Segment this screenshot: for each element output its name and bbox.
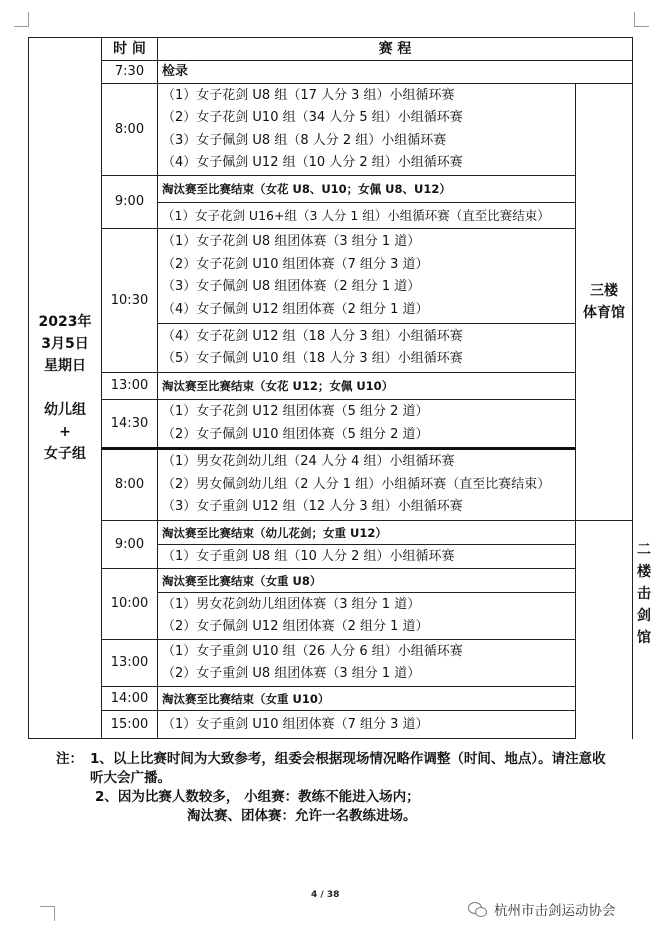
crop-mark-top-right bbox=[634, 12, 649, 27]
event-line: （1）男女花剑幼儿组团体赛（3 组分 1 道） bbox=[162, 596, 421, 612]
table-row bbox=[29, 229, 633, 324]
group-b: 女子组 bbox=[44, 446, 86, 462]
time-cell: 14:00 bbox=[102, 687, 158, 711]
time-cell: 9:00 bbox=[102, 521, 158, 569]
event-line: （4）女子佩剑 U12 组团体赛（2 组分 1 道） bbox=[162, 301, 429, 317]
event-cell: （1）女子重剑 U8 组（10 人分 2 组）小组循环赛 bbox=[158, 545, 576, 569]
event-line: （2）女子花剑 U10 组团体赛（7 组分 3 道） bbox=[162, 256, 429, 272]
table-header-row bbox=[29, 38, 633, 61]
table-row bbox=[29, 569, 633, 593]
day-cell bbox=[29, 38, 102, 739]
table-row bbox=[29, 61, 633, 84]
wechat-account bbox=[468, 899, 616, 919]
group-a: 幼儿组 bbox=[44, 402, 86, 418]
group-plus: + bbox=[59, 424, 71, 440]
page-number: 4 / 38 bbox=[311, 890, 340, 900]
table-row bbox=[29, 711, 633, 739]
event-line: （2）女子佩剑 U10 组团体赛（5 组分 2 道） bbox=[162, 426, 429, 442]
event-line: （1）女子重剑 U10 组（26 人分 6 组）小组循环赛 bbox=[162, 643, 463, 659]
event-line: （3）女子重剑 U12 组（12 人分 3 组）小组循环赛 bbox=[162, 499, 463, 515]
time-cell: 7:30 bbox=[102, 61, 158, 84]
knockout-cell: 淘汰赛至比赛结束（女重 U8） bbox=[158, 569, 576, 593]
table-row bbox=[29, 84, 633, 176]
notes bbox=[56, 750, 616, 826]
header-time: 时 间 bbox=[102, 38, 158, 61]
account-name: 杭州市击剑运动协会 bbox=[494, 903, 616, 919]
event-cell bbox=[158, 84, 576, 176]
table-row bbox=[29, 373, 633, 400]
wechat-icon bbox=[468, 902, 486, 916]
day-year: 2023年 bbox=[38, 314, 92, 330]
note-text-3: 淘汰赛、团体赛：允许一名教练进场。 bbox=[187, 808, 417, 824]
event-cell: （1）女子花剑 U16+组（3 人分 1 组）小组循环赛（直至比赛结束） bbox=[158, 203, 576, 229]
event-cell bbox=[158, 324, 576, 373]
venue-floor: 三楼 bbox=[590, 283, 618, 299]
note-label: 注： bbox=[56, 751, 83, 767]
event-line: （4）女子佩剑 U12 组（10 人分 2 组）小组循环赛 bbox=[162, 155, 463, 170]
table-row bbox=[29, 400, 633, 449]
table-row bbox=[29, 687, 633, 711]
knockout-cell: 淘汰赛至比赛结束（女花 U8、U10；女佩 U8、U12） bbox=[158, 176, 576, 203]
event-line: （2）女子花剑 U10 组（34 人分 5 组）小组循环赛 bbox=[162, 110, 463, 125]
knockout-cell: 淘汰赛至比赛结束（幼儿花剑；女重 U12） bbox=[158, 521, 576, 545]
event-line: （1）女子花剑 U8 组（17 人分 3 组）小组循环赛 bbox=[162, 87, 455, 103]
time-cell: 10:30 bbox=[102, 229, 158, 373]
event-line: （1）女子花剑 U8 组团体赛（3 组分 1 道） bbox=[162, 234, 421, 249]
header-schedule: 赛 程 bbox=[158, 38, 633, 61]
event-line: （3）女子佩剑 U8 组团体赛（2 组分 1 道） bbox=[162, 279, 421, 294]
table-row bbox=[29, 176, 633, 203]
crop-mark-bottom-left bbox=[40, 906, 55, 921]
time-cell: 8:00 bbox=[102, 449, 158, 521]
time-cell: 13:00 bbox=[102, 640, 158, 687]
event-line: （2）女子佩剑 U12 组团体赛（2 组分 1 道） bbox=[162, 619, 429, 634]
note-text-1: 1、以上比赛时间为大致参考，组委会根据现场情况略作调整（时间、地点）。请注意收听大会广播。 bbox=[90, 751, 606, 786]
event-line: （1）男女花剑幼儿组（24 人分 4 组）小组循环赛 bbox=[162, 454, 455, 470]
event-cell bbox=[158, 449, 576, 521]
table-row bbox=[29, 640, 633, 687]
crop-mark-top-left bbox=[14, 12, 29, 27]
event-line: （1）女子花剑 U12 组团体赛（5 组分 2 道） bbox=[162, 404, 429, 419]
event-line: （4）女子花剑 U12 组（18 人分 3 组）小组循环赛 bbox=[162, 328, 463, 344]
event-cell: （1）女子重剑 U10 组团体赛（7 组分 3 道） bbox=[158, 711, 576, 739]
time-cell: 8:00 bbox=[102, 84, 158, 176]
time-cell: 14:30 bbox=[102, 400, 158, 449]
time-cell: 15:00 bbox=[102, 711, 158, 739]
knockout-cell: 淘汰赛至比赛结束（女重 U10） bbox=[158, 687, 576, 711]
event-line: （2）女子重剑 U8 组团体赛（3 组分 1 道） bbox=[162, 666, 421, 681]
event-cell bbox=[158, 640, 576, 687]
schedule-table bbox=[28, 37, 651, 739]
venue-name: 体育馆 bbox=[583, 305, 625, 321]
time-cell: 10:00 bbox=[102, 569, 158, 640]
event-cell bbox=[158, 229, 576, 324]
note-item-1 bbox=[56, 750, 616, 788]
event-cell bbox=[158, 400, 576, 449]
event-line: （3）女子佩剑 U8 组（8 人分 2 组）小组循环赛 bbox=[162, 132, 447, 148]
event-cell bbox=[158, 593, 576, 640]
table-row: 8:00 （1）男女花剑幼儿组（24 人分 4 组）小组循环赛 （2）男女佩剑幼儿组（2 人分 1 组）小组循环赛（直至比赛结束） （3）女子重剑 U12 组（12 人分 3 组）小组循环赛 二楼 击剑馆 bbox=[29, 449, 633, 521]
table-row bbox=[29, 521, 633, 545]
time-cell: 13:00 bbox=[102, 373, 158, 400]
checkin-cell: 检录 bbox=[158, 61, 633, 84]
day-weekday: 星期日 bbox=[44, 358, 86, 374]
time-cell: 9:00 bbox=[102, 176, 158, 229]
note-text-2: 2、因为比赛人数较多， 小组赛：教练不能进入场内； bbox=[95, 789, 420, 805]
day-date: 3月5日 bbox=[41, 336, 89, 352]
event-line: （2）男女佩剑幼儿组（2 人分 1 组）小组循环赛（直至比赛结束） bbox=[162, 476, 551, 492]
event-line: （5）女子佩剑 U10 组（18 人分 3 组）小组循环赛 bbox=[162, 351, 463, 366]
knockout-cell: 淘汰赛至比赛结束（女花 U12；女佩 U10） bbox=[158, 373, 576, 400]
venue-third-floor bbox=[576, 84, 633, 521]
